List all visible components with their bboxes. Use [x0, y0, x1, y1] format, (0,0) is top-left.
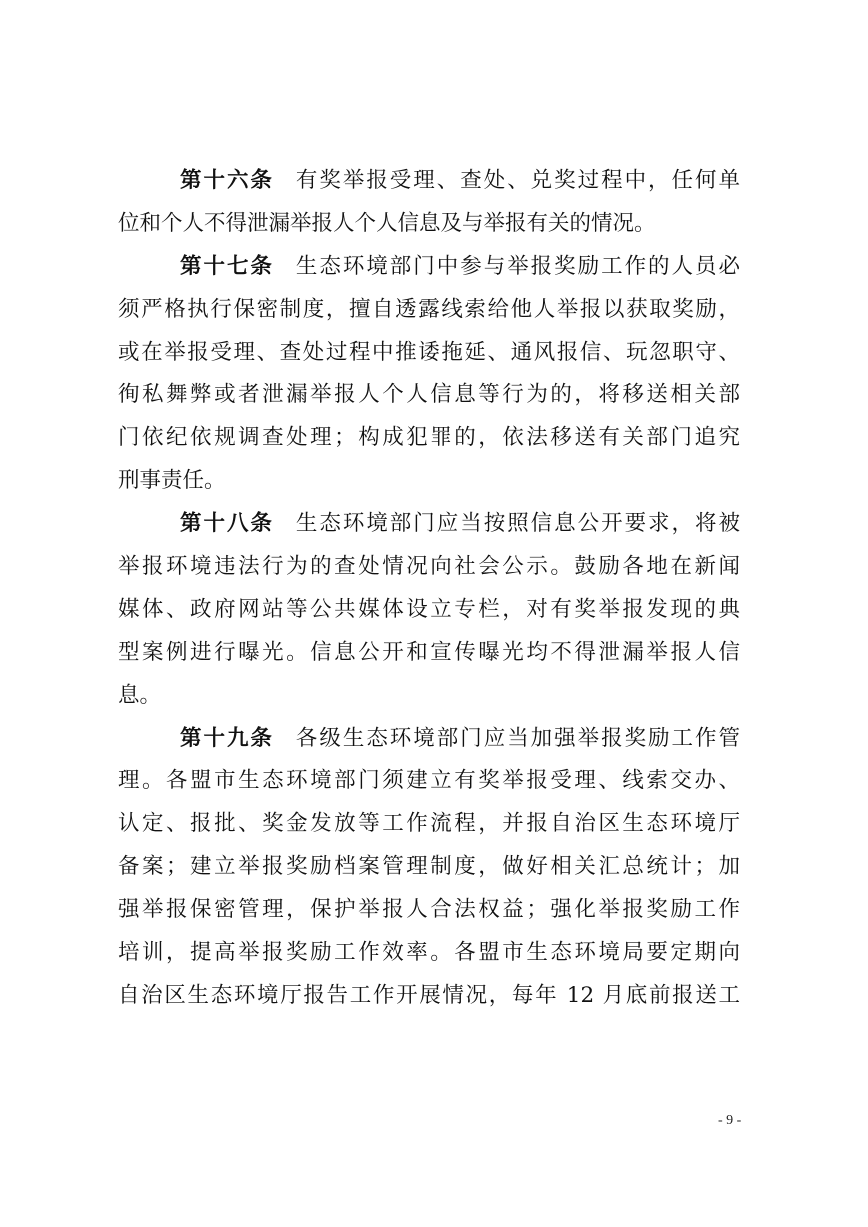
- page-number: - 9 -: [718, 1113, 742, 1128]
- article-line: 举报环境违法行为的查处情况向社会公示。鼓励各地在新闻: [118, 554, 740, 580]
- article-line: 强举报保密管理，保护举报人合法权益；强化举报奖励工作: [118, 897, 740, 923]
- article-line: [118, 718, 740, 761]
- article-line: 自治区生态环境厅报告工作开展情况，每年 12 月底前报送工: [118, 982, 740, 1008]
- article-line: [118, 160, 740, 203]
- article-line: 息。: [118, 682, 162, 708]
- document-body: [118, 160, 740, 1018]
- article-title: 第十九条: [180, 725, 274, 751]
- article-line: 须严格执行保密制度，擅自透露线索给他人举报以获取奖励，: [118, 296, 740, 322]
- article-line: 门依纪依规调查处理；构成犯罪的，依法移送有关部门追究: [118, 425, 740, 451]
- article-line: 认定、报批、奖金发放等工作流程，并报自治区生态环境厅: [118, 811, 740, 837]
- article-line: 培训，提高举报奖励工作效率。各盟市生态环境局要定期向: [118, 940, 740, 966]
- article-line: 位和个人不得泄漏举报人个人信息及与举报有关的情况。: [118, 210, 656, 236]
- article-line: 徇私舞弊或者泄漏举报人个人信息等行为的，将移送相关部: [118, 382, 740, 408]
- article-title: 第十六条: [180, 168, 274, 193]
- article-title: 第十八条: [180, 511, 274, 537]
- article-18: [118, 503, 740, 717]
- article-line: 备案；建立举报奖励档案管理制度，做好相关汇总统计；加: [118, 854, 740, 880]
- article-title: 第十七条: [180, 253, 274, 279]
- article-line: [118, 503, 740, 546]
- article-line: 理。各盟市生态环境部门须建立有奖举报受理、线索交办、: [118, 768, 740, 794]
- article-line: 或在举报受理、查处过程中推诿拖延、通风报信、玩忽职守、: [118, 339, 740, 365]
- article-17: [118, 246, 740, 503]
- article-text: 生态环境部门中参与举报奖励工作的人员必: [295, 253, 740, 279]
- article-19: [118, 718, 740, 1018]
- article-line: 型案例进行曝光。信息公开和宣传曝光均不得泄漏举报人信: [118, 639, 740, 665]
- article-text: 有奖举报受理、查处、兑奖过程中，任何单: [295, 168, 740, 193]
- article-text: 各级生态环境部门应当加强举报奖励工作管: [295, 725, 740, 751]
- article-16: [118, 160, 740, 246]
- article-text: 生态环境部门应当按照信息公开要求，将被: [295, 511, 740, 537]
- article-line: 刑事责任。: [118, 468, 226, 494]
- article-line: [118, 246, 740, 289]
- article-line: 媒体、政府网站等公共媒体设立专栏，对有奖举报发现的典: [118, 596, 740, 622]
